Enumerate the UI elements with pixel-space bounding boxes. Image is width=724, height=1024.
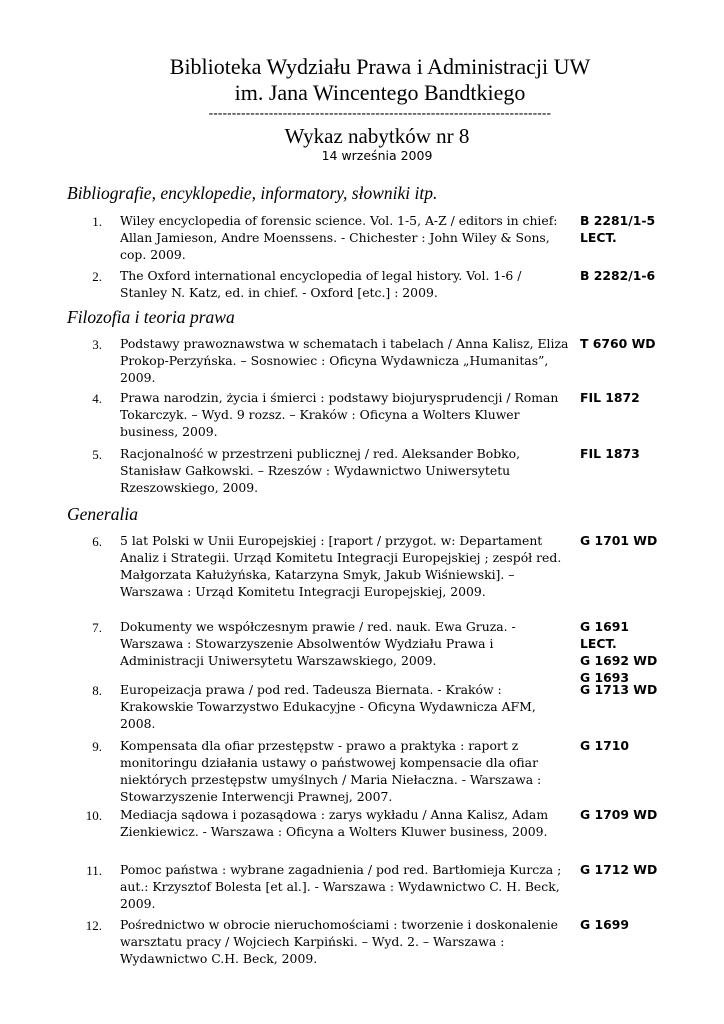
entry-description: Prawa narodzin, życia i śmierci : podstawy biojurysprudencji / Roman Tokarczyk. – Wyd. 9 rozsz. – Kraków : Oficyna a Wolters Kluwer business, 2009. [120, 390, 559, 439]
entry-number: 11. [86, 863, 102, 878]
entry-number: 3. [92, 337, 102, 352]
section-heading: Generalia [67, 504, 138, 524]
entry-description: Dokumenty we współczesnym prawie / red. nauk. Ewa Gruza. - Warszawa : Stowarzyszenie Absolwentów Wydziału Prawa i Administracji Uniwersytetu Warszawskiego, 2009. [120, 619, 516, 668]
entry-number: 7. [92, 620, 102, 635]
document-header [0, 54, 724, 164]
shelf-mark: G 1713 WD [580, 682, 658, 697]
entry-description: Podstawy prawoznawstwa w schematach i tabelach / Anna Kalisz, Eliza Prokop-Perzyńska. – Sosnowiec : Oficyna Wydawnicza „Humanitas”, 2009. [120, 336, 569, 385]
entry-description: Kompensata dla ofiar przestępstw - prawo a praktyka : raport z monitoringu działania ustawy o państwowej kompensacie dla ofiar niektórych przestępstw umyślnych / Maria Niełaczna. - Warszawa : Stowarzyszenie Interwencji Prawnej, 2007. [120, 738, 542, 804]
entry-number: 2. [92, 269, 102, 284]
section-heading: Bibliografie, encyklopedie, informatory, słowniki itp. [67, 183, 438, 203]
entry-description: Wiley encyclopedia of forensic science. Vol. 1-5, A-Z / editors in chief: Allan Jamieson, Andre Moenssens. - Chichester : John Wiley & Sons, cop. 2009. [120, 213, 558, 262]
shelf-mark: G 1710 [580, 738, 629, 753]
separator-line: -------------------------------------------------------------------------- [208, 105, 552, 120]
shelf-marks [580, 335, 720, 352]
entry-number: 1. [92, 214, 102, 229]
shelf-mark: FIL 1873 [580, 446, 640, 461]
shelf-marks [580, 445, 720, 462]
shelf-mark: G 1693 [580, 670, 629, 685]
shelf-marks [580, 212, 720, 246]
entry-description: 5 lat Polski w Unii Europejskiej : [raport / przygot. w: Departament Analiz i Strategii. Urząd Komitetu Integracji Europejskiej ; zespół red. Małgorzata Kałużyńska, Katarzyna Smyk, Jakub Wiśniewski]. –Warszawa : Urząd Komitetu Integracji Europejskiej, 2009. [120, 533, 562, 599]
shelf-mark: B 2282/1-6 [580, 268, 656, 283]
entry-description: Racjonalność w przestrzeni publicznej / red. Aleksander Bobko, Stanisław Gałkowski. – Rzeszów : Wydawnictwo Uniwersytetu Rzeszowskiego, 2009. [120, 446, 521, 495]
entry-number: 8. [92, 683, 102, 698]
shelf-mark: LECT. [580, 230, 617, 245]
library-name: Biblioteka Wydziału Prawa i Administracji UW [169, 54, 591, 79]
shelf-mark: B 2281/1-5 [580, 213, 656, 228]
entry-description: Europeizacja prawa / pod red. Tadeusza Biernata. - Kraków : Krakowskie Towarzystwo Edukacyjne - Oficyna Wydawnicza AFM, 2008. [120, 682, 536, 731]
shelf-mark: T 6760 WD [580, 336, 656, 351]
entry-number: 10. [85, 808, 102, 823]
entry-number: 5. [92, 447, 102, 462]
shelf-marks [580, 618, 720, 686]
document-date: 14 września 2009 [321, 148, 433, 163]
entry-number: 9. [92, 739, 102, 754]
entry-number: 12. [85, 918, 102, 933]
shelf-marks [580, 267, 720, 284]
shelf-marks [580, 532, 720, 549]
library-patron: im. Jana Wincentego Bandtkiego [234, 80, 526, 105]
shelf-marks [580, 681, 720, 698]
entry-number: 6. [92, 534, 102, 549]
shelf-mark: G 1701 WD [580, 533, 658, 548]
shelf-mark: LECT. [580, 636, 617, 651]
entry-number: 4. [92, 391, 102, 406]
shelf-marks [580, 389, 720, 406]
entry-description: Pomoc państwa : wybrane zagadnienia / pod red. Bartłomieja Kurcza ; aut.: Krzysztof Bolesta [et al.]. - Warszawa : Wydawnictwo C. H. Beck, 2009. [120, 862, 562, 911]
document-title: Wykaz nabytków nr 8 [284, 124, 470, 148]
entry-description: Mediacja sądowa i pozasądowa : zarys wykładu / Anna Kalisz, Adam Zienkiewicz. - Warszawa : Oficyna a Wolters Kluwer business, 2009. [120, 807, 549, 839]
shelf-marks [580, 737, 720, 754]
shelf-marks [580, 861, 720, 878]
shelf-mark: G 1691 [580, 619, 629, 634]
entry-description: Pośrednictwo w obrocie nieruchomościami : tworzenie i doskonalenie warsztatu pracy / Wojciech Karpiński. – Wyd. 2. – Warszawa : Wydawnictwo C.H. Beck, 2009. [120, 917, 558, 966]
shelf-mark: G 1692 WD [580, 653, 658, 668]
shelf-mark: G 1699 [580, 917, 629, 932]
section-heading: Filozofia i teoria prawa [67, 307, 235, 327]
shelf-marks [580, 916, 720, 933]
shelf-mark: FIL 1872 [580, 390, 640, 405]
shelf-mark: G 1712 WD [580, 862, 658, 877]
shelf-mark: G 1709 WD [580, 807, 658, 822]
shelf-marks [580, 806, 720, 823]
entry-description: The Oxford international encyclopedia of legal history. Vol. 1-6 / Stanley N. Katz, ed. in chief. - Oxford [etc.] : 2009. [120, 268, 522, 300]
